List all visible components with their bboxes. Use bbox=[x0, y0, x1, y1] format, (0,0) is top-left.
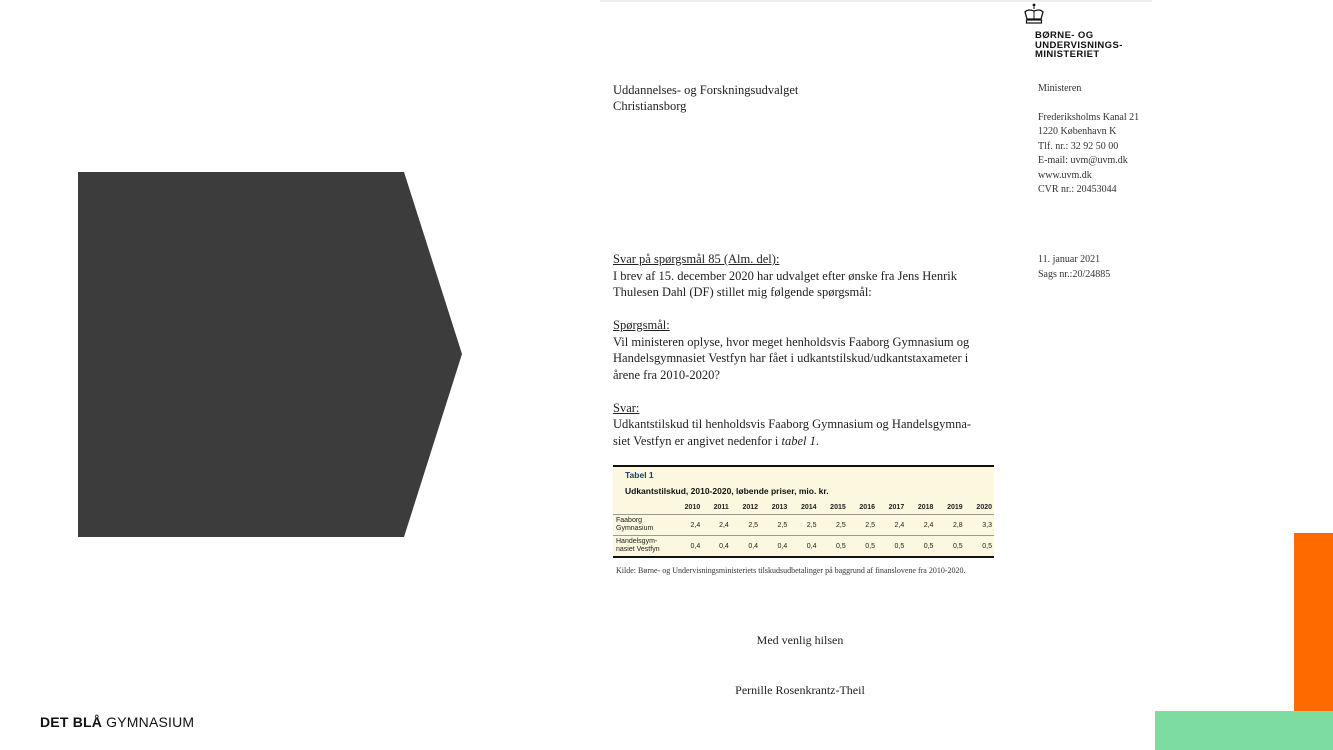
sender-website: www.uvm.dk bbox=[1038, 169, 1092, 181]
answer-heading: Svar: bbox=[613, 400, 640, 415]
answer-line-last bbox=[613, 433, 993, 450]
intro-paragraph bbox=[613, 251, 993, 301]
question-line: Handelsgymnasiet Vestfyn har fået i udkantstilskud/udkantstaxameter i bbox=[613, 351, 969, 365]
brand-light: GYMNASIUM bbox=[106, 714, 195, 730]
intro-line: Thulesen Dahl (DF) stillet mig følgende spørgsmål: bbox=[613, 285, 872, 299]
sender-address-line: Frederiksholms Kanal 21 bbox=[1038, 111, 1140, 123]
sender-address-line: 1220 København K bbox=[1038, 126, 1117, 137]
table-row-label: Handelsgym- nasiet Vestfyn bbox=[616, 538, 660, 553]
table-year-header: 2019 bbox=[935, 501, 964, 515]
question-line: årene fra 2010-2020? bbox=[613, 367, 720, 382]
table-cell: 0,4 bbox=[806, 542, 817, 550]
answer-line: Udkantstilskud til henholdsvis Faaborg Gymnasium og Handelsgymna- bbox=[613, 417, 972, 431]
table-cell: 2,5 bbox=[731, 515, 760, 536]
table-cell: 2,8 bbox=[935, 515, 964, 536]
recipient-address bbox=[613, 82, 798, 114]
closing-greeting: Med venlig hilsen bbox=[756, 633, 844, 647]
table-corner-cell bbox=[613, 501, 673, 515]
recipient-line: Christiansborg bbox=[613, 99, 687, 113]
intro-line: I brev af 15. december 2020 har udvalget efter ønske fra Jens Henrik bbox=[613, 268, 957, 283]
answer-period: . bbox=[815, 433, 819, 448]
data-table-box bbox=[613, 465, 994, 558]
letter-body bbox=[613, 251, 993, 466]
letter-date: 11. januar 2021 bbox=[1038, 254, 1101, 265]
subject-heading: Svar på spørgsmål 85 (Alm. del): bbox=[613, 252, 780, 266]
table-cell: 0,5 bbox=[982, 542, 992, 550]
table-cell: 2,4 bbox=[673, 515, 702, 536]
answer-paragraph bbox=[613, 400, 993, 450]
table-cell: 0,5 bbox=[836, 542, 846, 550]
table-year-header: 2016 bbox=[848, 501, 877, 515]
data-table bbox=[613, 501, 994, 556]
table-cell: 2,4 bbox=[702, 515, 731, 536]
question-heading: Spørgsmål: bbox=[613, 318, 670, 332]
brand-bold: DET BLÅ bbox=[40, 714, 103, 730]
table-year-header: 2014 bbox=[789, 501, 818, 515]
sender-email: E-mail: uvm@uvm.dk bbox=[1038, 155, 1128, 166]
sender-info bbox=[1038, 82, 1139, 198]
table-year-header: 2012 bbox=[731, 501, 760, 515]
table-year-header: 2015 bbox=[819, 501, 848, 515]
table-year-header: 2010 bbox=[673, 501, 702, 515]
table-cell: 2,5 bbox=[789, 515, 818, 536]
table-cell: 3,3 bbox=[965, 515, 994, 536]
ministry-logo-line: MINISTERIET bbox=[1035, 49, 1100, 60]
table-reference: tabel 1 bbox=[781, 433, 816, 448]
table-row bbox=[613, 515, 994, 536]
crown-icon bbox=[1022, 3, 1046, 25]
recipient-line: Uddannelses- og Forskningsudvalget bbox=[613, 83, 799, 97]
table-cell: 0,4 bbox=[748, 542, 759, 550]
table-cell: 0,5 bbox=[894, 542, 905, 550]
table-subtitle: Udkantstilskud, 2010-2020, løbende priser, mio. kr. bbox=[625, 486, 829, 496]
table-year-header: 2011 bbox=[702, 501, 731, 515]
table-cell: 0,4 bbox=[777, 542, 788, 550]
chevron-arrow-polygon bbox=[78, 172, 462, 537]
ministry-logo-line: UNDERVISNINGS- bbox=[1035, 39, 1123, 51]
table-cell: 0,4 bbox=[690, 542, 701, 550]
answer-text: siet Vestfyn er angivet nedenfor i bbox=[613, 433, 782, 448]
table-cell: 2,5 bbox=[848, 515, 877, 536]
table-year-header: 2020 bbox=[965, 501, 994, 515]
sender-cvr: CVR nr.: 20453044 bbox=[1038, 184, 1117, 195]
date-block bbox=[1038, 253, 1110, 282]
table-cell: 2,5 bbox=[819, 515, 848, 536]
green-accent-bar bbox=[1155, 711, 1333, 750]
table-row bbox=[613, 536, 994, 557]
signature-name: Pernille Rosenkrantz-Theil bbox=[735, 683, 865, 697]
table-cell: 0,5 bbox=[865, 542, 875, 550]
document-edge bbox=[600, 0, 1152, 2]
brand-logo bbox=[40, 714, 194, 730]
sender-phone: Tlf. nr.: 32 92 50 00 bbox=[1038, 140, 1119, 152]
table-title: Tabel 1 bbox=[625, 470, 654, 480]
sender-title: Ministeren bbox=[1038, 83, 1082, 94]
table-year-header: 2013 bbox=[760, 501, 789, 515]
table-year-header: 2018 bbox=[906, 501, 935, 515]
table-source-note: Kilde: Børne- og Undervisningsministeriets tilskudsudbetalinger på baggrund af finanslovene fra 2010-2020. bbox=[616, 566, 966, 575]
ministry-logo-line: BØRNE- OG bbox=[1035, 30, 1094, 41]
ministry-logo-text bbox=[1035, 31, 1123, 60]
table-cell: 2,4 bbox=[877, 515, 906, 536]
table-cell: 0,5 bbox=[923, 542, 934, 550]
chevron-arrow-shape bbox=[78, 172, 462, 537]
table-cell: 0,4 bbox=[719, 542, 729, 550]
table-cell: 2,5 bbox=[760, 515, 789, 536]
table-row-label: Faaborg Gymnasium bbox=[613, 515, 673, 536]
table-cell: 2,4 bbox=[906, 515, 935, 536]
case-number: Sags nr.:20/24885 bbox=[1038, 268, 1111, 280]
letter-document bbox=[600, 0, 1152, 750]
question-paragraph bbox=[613, 317, 993, 383]
table-year-header: 2017 bbox=[877, 501, 906, 515]
table-cell: 0,5 bbox=[952, 542, 963, 550]
table-header-row bbox=[613, 501, 994, 515]
question-line: Vil ministeren oplyse, hvor meget henholdsvis Faaborg Gymnasium og bbox=[613, 334, 970, 349]
